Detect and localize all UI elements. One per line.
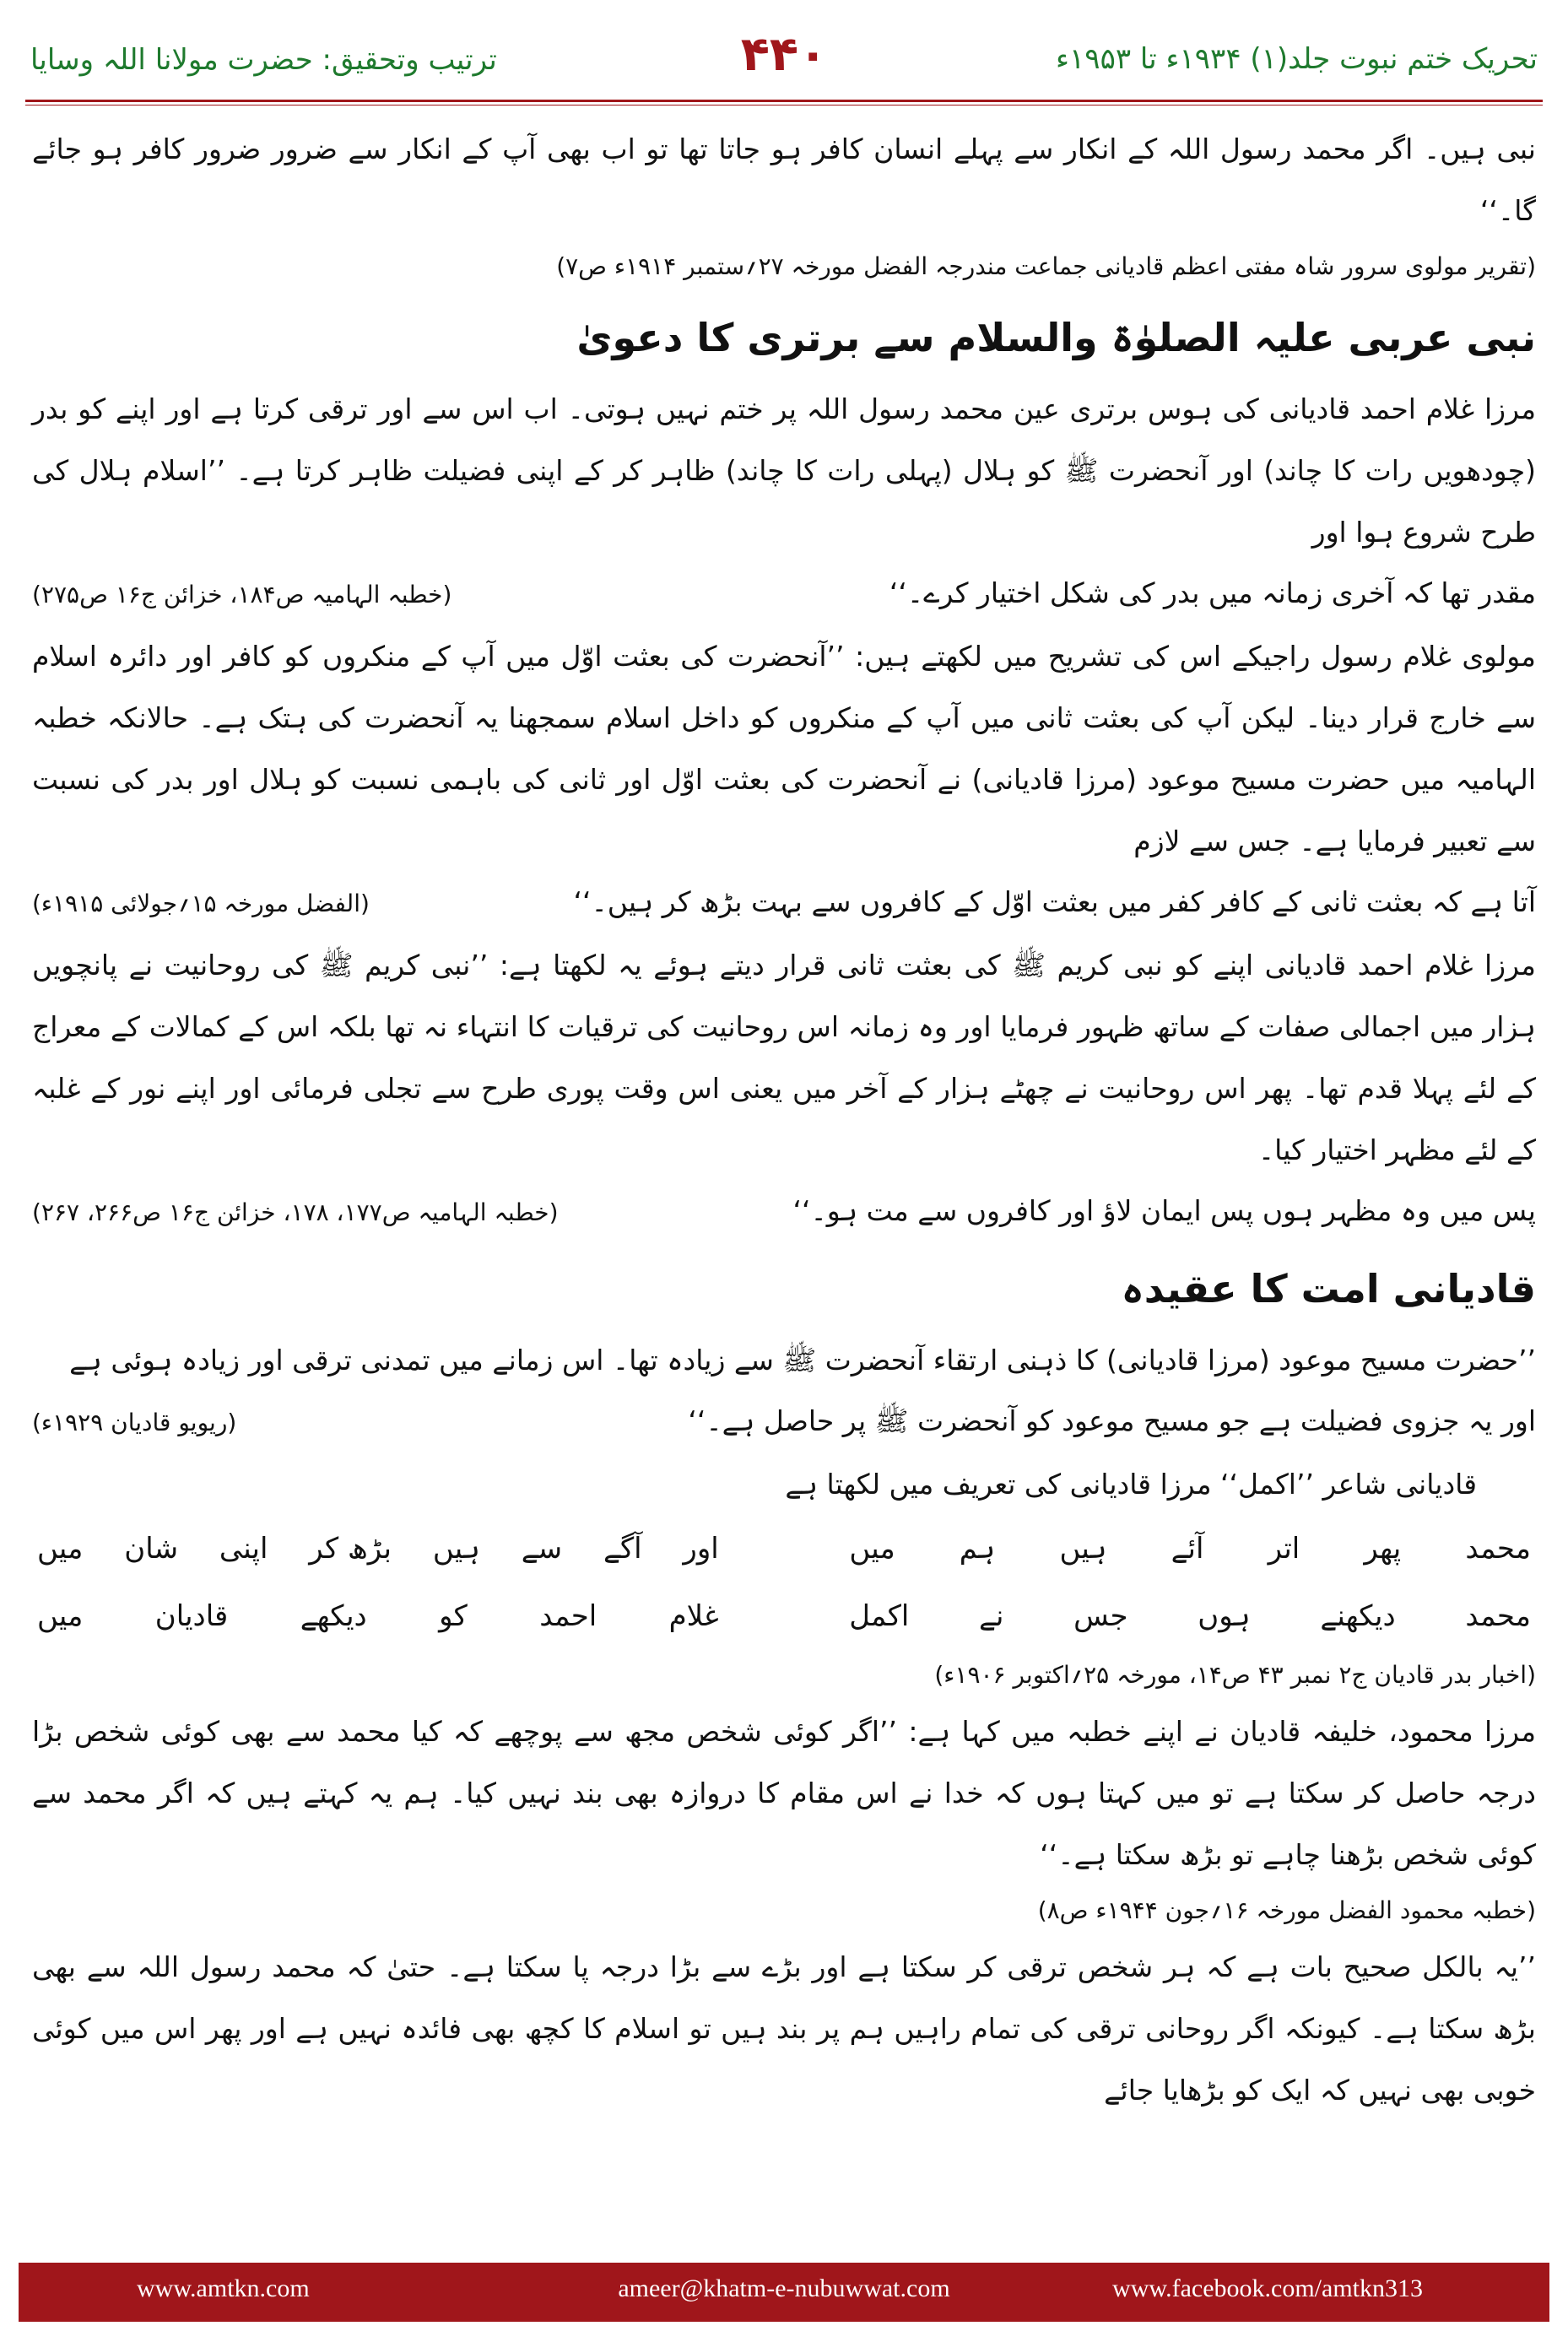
poem-first-hemistich	[844, 1582, 1536, 1650]
poem-word: دیکھے	[300, 1599, 367, 1633]
paragraph-last-line: پس میں وہ مظہر ہوں پس ایمان لاؤ اور کافروں سے مت ہو۔‘‘	[792, 1194, 1536, 1227]
paragraph: مرزا محمود، خلیفہ قادیان نے اپنے خطبہ میں کہا ہے: ’’اگر کوئی شخص مجھ سے پوچھے کہ کیا محمد سے بھی کوئی شخص بڑا درجہ حاصل کر سکتا ہے تو میں کہتا ہوں کہ خدا نے اس مقام کا دروازہ بھی بند نہیں کیا۔ ہم یہ کہتے ہیں کہ اگر محمد سے کوئی شخص بڑھنا چاہے تو بڑھ سکتا ہے۔‘‘	[32, 1715, 1536, 1871]
poem-second-hemistich	[32, 1515, 724, 1582]
poem-word: اکمل	[849, 1599, 910, 1633]
paragraph-with-citation	[32, 563, 1536, 625]
paragraph-indented: قادیانی شاعر ’’اکمل‘‘ مرزا قادیانی کی تعریف میں لکھتا ہے	[785, 1468, 1477, 1501]
paragraph: ’’یہ بالکل صحیح بات ہے کہ ہر شخص ترقی کر سکتا ہے اور بڑے سے بڑا درجہ پا سکتا ہے۔ حتیٰ کہ محمد رسول اللہ سے بھی بڑھ سکتا ہے۔ کیونکہ اگر روحانی ترقی کی تمام راہیں ہم پر بند ہیں تو اسلام کا کچھ بھی فائدہ نہیں ہے اور پھر اس میں کوئی خوبی بھی نہیں کہ ایک کو بڑھایا جائے	[32, 1950, 1536, 2107]
email-link[interactable]: ameer@khatm-e-nubuwwat.com	[618, 2274, 950, 2302]
citation: (خطبہ الہامیہ ص۱۷۷، ۱۷۸، خزائن ج۱۶ ص۲۶۶، ۲۶۷)	[32, 1198, 559, 1226]
paragraph: مرزا غلام احمد قادیانی کی ہوس برتری عین محمد رسول اللہ پر ختم نہیں ہوتی۔ اب اس سے اور ترقی کرتا ہے اور اپنے کو بدر (چودھویں رات کا چاند) اور آنحضرت ﷺ کو ہلال (پہلی رات کا چاند) ظاہر کر کے اپنی فضیلت ظاہر کرتا ہے۔ ’’اسلام ہلال کی طرح شروع ہوا اور	[32, 392, 1536, 549]
poem-word: نے	[979, 1599, 1004, 1633]
poem-word: قادیان	[154, 1599, 229, 1633]
poem-word: ہیں	[432, 1532, 480, 1566]
facebook-link[interactable]: www.facebook.com/amtkn313	[1112, 2274, 1423, 2302]
poem-word: ہوں	[1198, 1599, 1251, 1633]
paragraph-last-line: اور یہ جزوی فضیلت ہے جو مسیح موعود کو آنحضرت ﷺ پر حاصل ہے۔‘‘	[688, 1404, 1536, 1437]
poem-word: کو	[439, 1599, 468, 1633]
poem-word: آئے	[1171, 1532, 1204, 1566]
page-footer	[19, 2263, 1549, 2322]
citation: (اخبار بدر قادیان ج۲ نمبر ۴۳ ص۱۴، مورخہ ۲۵؍اکتوبر ۱۹۰۶ء)	[934, 1661, 1536, 1689]
poem-couplet	[32, 1582, 1536, 1650]
poem-word: بڑھ کر	[309, 1532, 392, 1566]
paragraph-with-citation	[32, 1181, 1536, 1243]
poem-word: پھر	[1364, 1532, 1402, 1566]
citation: (تقریر مولوی سرور شاہ مفتی اعظم قادیانی جماعت مندرجہ الفضل مورخہ ۲۷؍ستمبر ۱۹۱۴ء ص۷)	[556, 252, 1536, 280]
poem-word: شان	[124, 1532, 179, 1566]
page-body	[32, 118, 1536, 2199]
paragraph-last-line: آتا ہے کہ بعثت ثانی کے کافر کفر میں بعثت اوّل کے کافروں سے بہت بڑھ کر ہیں۔‘‘	[573, 885, 1536, 918]
poem-couplet	[32, 1515, 1536, 1582]
poem-word: غلام	[668, 1599, 719, 1633]
paragraph-with-citation	[32, 1391, 1536, 1453]
paragraph: ’’حضرت مسیح موعود (مرزا قادیانی) کا ذہنی ارتقاء آنحضرت ﷺ سے زیادہ تھا۔ اس زمانے میں تمدنی ترقی اور زیادہ ہوئی ہے	[69, 1344, 1536, 1377]
poem-word: محمد	[1465, 1532, 1531, 1566]
paragraph: مرزا غلام احمد قادیانی اپنے کو نبی کریم ﷺ کی بعثت ثانی قرار دیتے ہوئے یہ لکھتا ہے: ’’نبی کریم ﷺ کی روحانیت نے پانچویں ہزار میں اجمالی صفات کے ساتھ ظہور فرمایا اور وہ زمانہ اس روحانیت کی ترقیات کا انتہاء نہ تھا بلکہ اس کے کمالات کے معراج کے لئے پہلا قدم تھا۔ پھر اس روحانیت نے چھٹے ہزار کے آخر میں یعنی اس وقت پوری طرح سے تجلی فرمائی اور اپنے نور کے غلبہ کے لئے مظہر اختیار کیا۔	[32, 949, 1536, 1166]
citation: (الفضل مورخہ ۱۵؍جولائی ۱۹۱۵ء)	[32, 890, 370, 917]
page-header	[25, 19, 1543, 111]
website-link[interactable]: www.amtkn.com	[137, 2274, 310, 2302]
header-divider	[25, 100, 1543, 105]
poem-word: اتر	[1268, 1532, 1300, 1566]
poem-word: محمد	[1465, 1599, 1531, 1633]
poem-word: ہم	[959, 1532, 996, 1566]
citation: (خطبہ محمود الفضل مورخہ ۱۶؍جون ۱۹۴۴ء ص۸)	[1037, 1896, 1536, 1924]
paragraph: مولوی غلام رسول راجیکے اس کی تشریح میں لکھتے ہیں: ’’آنحضرت کی بعثت اوّل میں آپ کے منکروں کو کافر اور دائرہ اسلام سے خارج قرار دینا۔ لیکن آپ کی بعثت ثانی میں آپ کے منکروں کو داخل اسلام سمجھنا یہ آنحضرت کی ہتک ہے۔ حالانکہ خطبہ الہامیہ میں حضرت مسیح موعود (مرزا قادیانی) نے آنحضرت کی بعثت اوّل اور ثانی کی باہمی نسبت کو ہلال اور بدر کی نسبت سے تعبیر فرمایا ہے۔ جس سے لازم	[32, 640, 1536, 857]
poem-first-hemistich	[844, 1515, 1536, 1582]
section-heading: قادیانی امت کا عقیدہ	[1121, 1266, 1536, 1312]
compiler-credit: ترتیب وتحقیق: حضرت مولانا اللہ وسایا	[30, 43, 497, 77]
poem-word: میں	[37, 1599, 84, 1633]
poem-word: جس	[1073, 1599, 1128, 1633]
poem-word: سے	[521, 1532, 563, 1566]
poem-word: ہیں	[1059, 1532, 1107, 1566]
section-heading: نبی عربی علیہ الصلوٰۃ والسلام سے برتری کا دعویٰ	[576, 315, 1536, 360]
page-number: ۴۴۰	[740, 27, 828, 82]
paragraph-last-line: مقدر تھا کہ آخری زمانہ میں بدر کی شکل اختیار کرے۔‘‘	[889, 576, 1536, 609]
poem-word: اپنی	[219, 1532, 268, 1566]
poem-word: دیکھنے	[1320, 1599, 1396, 1633]
poem-word: احمد	[539, 1599, 597, 1633]
poem-word: اور	[683, 1532, 719, 1566]
poem-second-hemistich	[32, 1582, 724, 1650]
paragraph: نبی ہیں۔ اگر محمد رسول اللہ کے انکار سے پہلے انسان کافر ہو جاتا تھا تو اب بھی آپ کے انکار سے ضرور ضرور کافر ہو جائے گا۔‘‘	[32, 133, 1536, 227]
poem-word: آگے	[603, 1532, 642, 1566]
poem-word: میں	[849, 1532, 895, 1566]
paragraph-with-citation	[32, 872, 1536, 934]
citation: (خطبہ الہامیہ ص۱۸۴، خزائن ج۱۶ ص۲۷۵)	[32, 581, 452, 608]
poem-word: میں	[37, 1532, 84, 1566]
book-title: تحریک ختم نبوت جلد(۱) ۱۹۳۴ء تا ۱۹۵۳ء	[1056, 42, 1538, 76]
citation: (ریویو قادیان ۱۹۲۹ء)	[32, 1409, 237, 1436]
